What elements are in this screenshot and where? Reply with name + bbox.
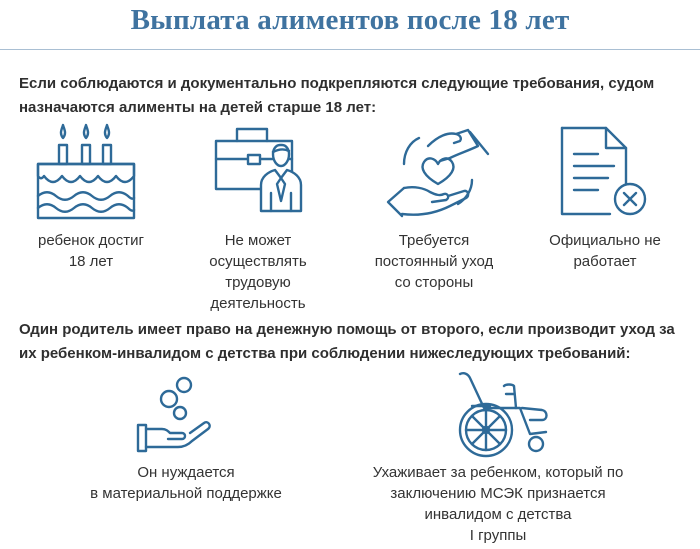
caption-line: Официально не [549, 232, 661, 249]
caption-not-employed [530, 230, 680, 272]
caption-line: инвалидом с детства [424, 506, 572, 523]
rejected-document-icon [558, 126, 652, 218]
title-divider [0, 49, 700, 50]
caption-line: заключению МСЭК признается [390, 485, 606, 502]
office-worker-icon [213, 123, 313, 215]
caring-hands-icon [384, 124, 492, 220]
caption-line: со стороны [394, 274, 474, 291]
caption-line: Он нуждается [137, 464, 235, 481]
caption-line: трудовую [225, 274, 291, 291]
caption-line: I группы [469, 527, 527, 544]
section2-intro-line2: их ребенком-инвалидом с детства при соблюдении нижеследующих требований: [19, 345, 631, 362]
caption-age [22, 230, 160, 272]
section2-intro-line1: Один родитель имеет право на денежную помощь от второго, если производит уход за [19, 321, 675, 338]
wheelchair-icon [450, 368, 554, 460]
caption-line: 18 лет [68, 253, 114, 270]
caption-line: деятельность [210, 295, 306, 312]
caption-line: ребенок достиг [38, 232, 144, 249]
caption-line: постоянный уход [374, 253, 494, 270]
caption-line: Не может [224, 232, 292, 249]
caption-line: Ухаживает за ребенком, который по [372, 464, 624, 481]
coins-hand-icon [136, 375, 216, 455]
caption-line: осуществлять [209, 253, 307, 270]
section1-intro-line2: назначаются алименты на детей старше 18 лет: [19, 99, 377, 116]
caption-caregiver [336, 462, 660, 546]
section2-intro [19, 318, 685, 366]
page-title: Выплата алиментов после 18 лет [130, 4, 570, 36]
caption-cannot-work [193, 230, 323, 314]
caption-line: в материальной поддержке [90, 485, 282, 502]
caption-care-needed [356, 230, 512, 293]
birthday-cake-icon [36, 124, 142, 220]
section1-intro [19, 72, 685, 120]
caption-line: работает [573, 253, 637, 270]
caption-line: Требуется [398, 232, 470, 249]
section1-intro-line1: Если соблюдаются и документально подкрепляются следующие требования, судом [19, 75, 655, 92]
caption-needs-support [66, 462, 306, 504]
